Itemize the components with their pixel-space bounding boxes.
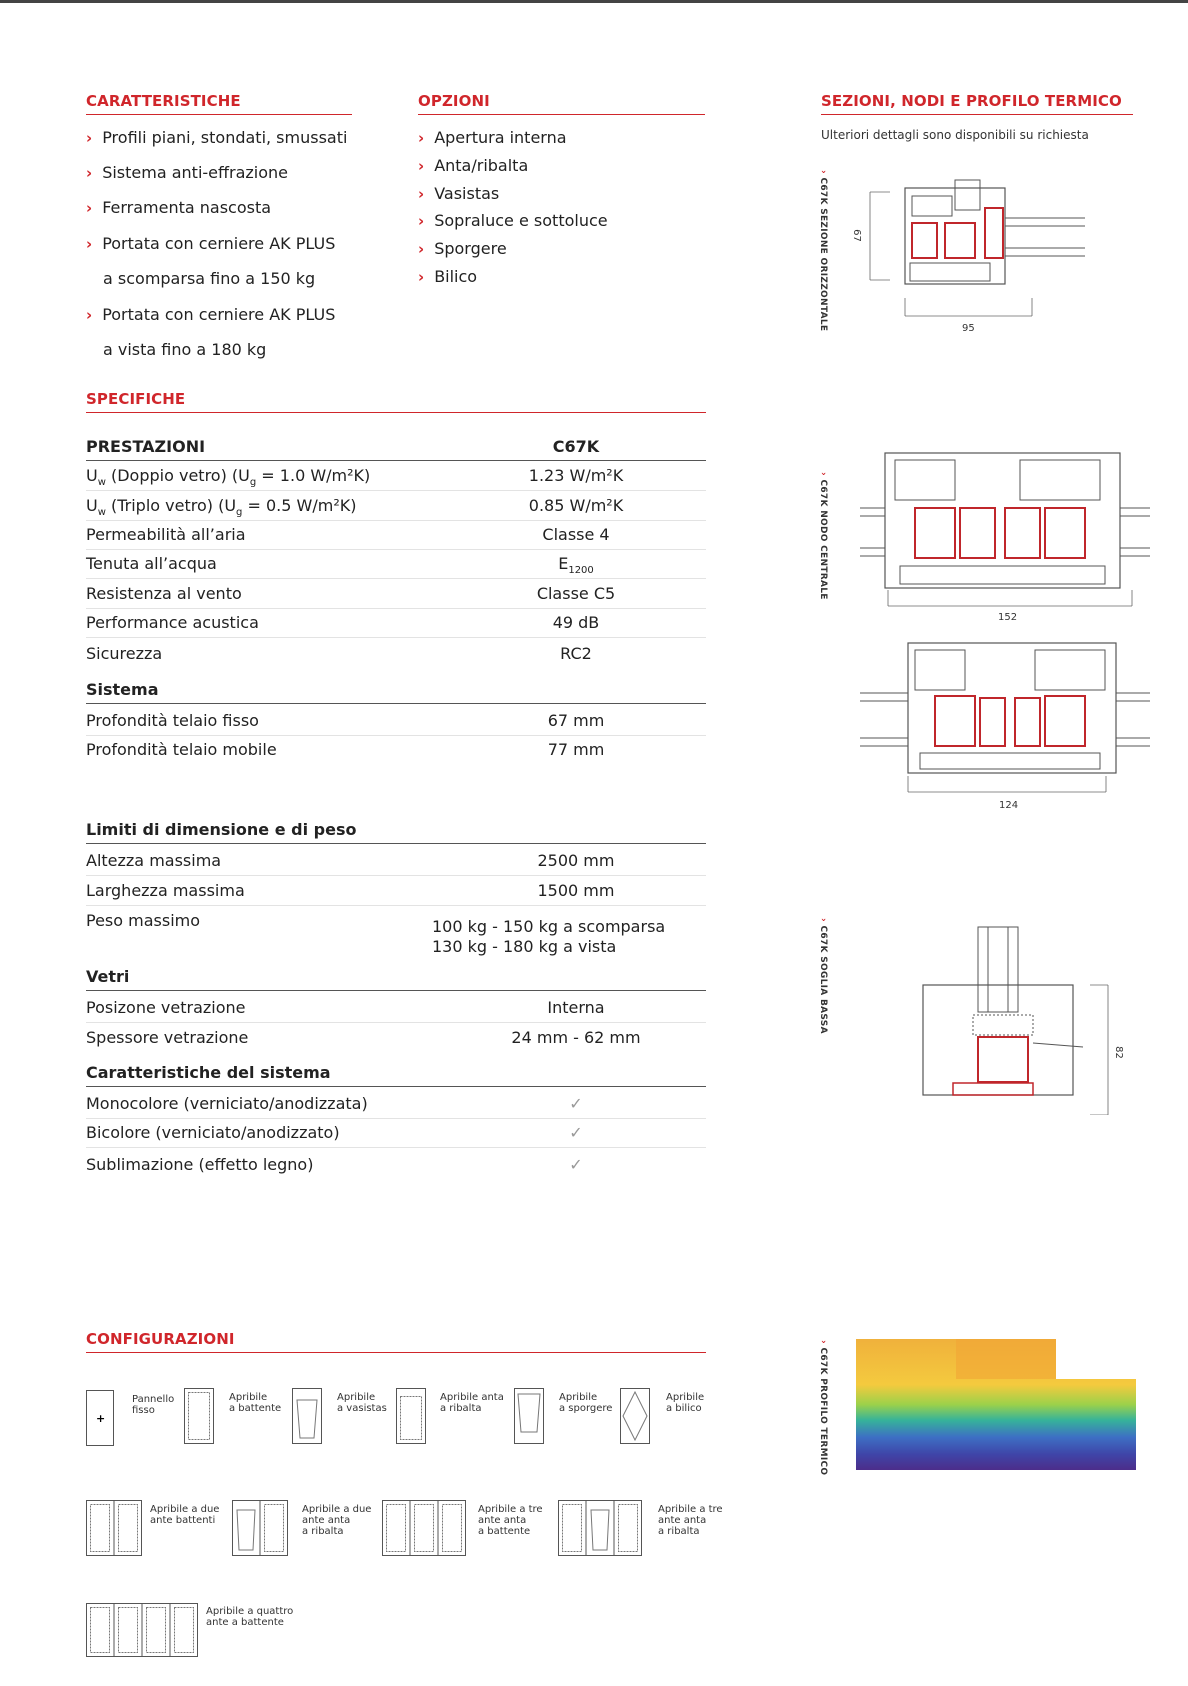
caratteristiche-rule — [86, 114, 352, 115]
casement-icon — [184, 1388, 214, 1444]
row-label: Bicolore (verniciato/anodizzato) — [86, 1123, 340, 1142]
opzioni-rule — [418, 114, 705, 115]
specifiche-rule — [86, 412, 706, 413]
list-item: › Profili piani, stondati, smussati — [86, 128, 348, 147]
chevron-right-icon: › — [418, 157, 425, 175]
chevron-right-icon: › — [418, 129, 425, 147]
table-row — [86, 1118, 706, 1148]
pivot-icon — [620, 1388, 650, 1444]
row-value: 49 dB — [552, 613, 600, 632]
row-label: Sicurezza — [86, 644, 163, 663]
row-value: 24 mm - 62 mm — [511, 1028, 641, 1047]
row-value: Interna — [547, 998, 605, 1017]
quad-casement-icon — [86, 1603, 198, 1657]
row-label: Sublimazione (effetto legno) — [86, 1155, 314, 1174]
checkmark-icon: ✓ — [569, 1094, 583, 1113]
chevron-right-icon: › — [418, 240, 425, 258]
row-value: RC2 — [560, 644, 592, 663]
row-label: Profondità telaio fisso — [86, 711, 259, 730]
chevron-right-icon: › — [418, 212, 425, 230]
list-item: › Sporgere — [418, 239, 507, 258]
dim-label: 95 — [962, 323, 975, 334]
section-horizontal-drawing — [850, 168, 1090, 338]
table-row — [86, 549, 706, 579]
section-label: › C67K SEZIONE ORIZZONTALE — [818, 170, 828, 332]
row-value: 2500 mm — [537, 851, 615, 870]
section-label: › C67K NODO CENTRALE — [818, 472, 828, 600]
caratteristiche-sistema-header: Caratteristiche del sistema — [86, 1058, 706, 1087]
row-label: $U_w$ (Triplo vetro) ($U_g = 0.5$ W/m²K) — [86, 496, 357, 518]
dim-label: 124 — [999, 800, 1019, 811]
double-tilt-turn-icon — [232, 1500, 288, 1556]
double-casement-icon — [86, 1500, 142, 1556]
section-nodo-centrale-drawing — [860, 448, 1160, 618]
row-label: Altezza massima — [86, 851, 222, 870]
list-item: › Portata con cerniere AK PLUS — [86, 305, 336, 324]
list-item-continuation: a scomparsa fino a 150 kg — [103, 269, 316, 288]
triple-casement-icon — [382, 1500, 466, 1556]
table-row — [86, 579, 706, 609]
table-header — [86, 432, 706, 461]
row-label: Monocolore (verniciato/anodizzata) — [86, 1094, 368, 1113]
section-label: › C67K PROFILO TERMICO — [818, 1340, 828, 1476]
section-soglia-bassa-drawing — [918, 925, 1118, 1115]
configurazioni-title: CONFIGURAZIONI — [86, 1330, 235, 1348]
chevron-right-icon: › — [86, 199, 93, 217]
chevron-right-icon: › — [86, 306, 93, 324]
table-row — [86, 520, 706, 550]
table-row — [86, 1150, 706, 1179]
list-item: › Portata con cerniere AK PLUS — [86, 234, 336, 253]
header-value: C67K — [552, 437, 600, 456]
sezioni-rule — [821, 114, 1133, 115]
chevron-right-icon: › — [86, 235, 93, 253]
sezioni-note: Ulteriori dettagli sono disponibili su richiesta — [821, 128, 1089, 142]
row-label: Resistenza al vento — [86, 584, 242, 603]
triple-tilt-turn-icon — [558, 1500, 642, 1556]
chevron-right-icon: › — [418, 185, 425, 203]
table-row — [86, 706, 706, 736]
list-item: › Sistema anti-effrazione — [86, 163, 289, 182]
row-value: 1.23 W/m²K — [528, 466, 624, 485]
table-row — [86, 993, 706, 1023]
row-value: 0.85 W/m²K — [528, 496, 624, 515]
table-row — [86, 1089, 706, 1119]
table-row — [86, 735, 706, 764]
chevron-right-icon: › — [86, 129, 93, 147]
table-row — [86, 906, 706, 964]
row-value: Classe C5 — [536, 584, 616, 603]
table-row — [86, 846, 706, 876]
row-value: $E_{1200}$ — [558, 554, 594, 576]
opzioni-title: OPZIONI — [418, 92, 490, 110]
table-row — [86, 639, 706, 668]
caratteristiche-title: CARATTERISTICHE — [86, 92, 241, 110]
table-row — [86, 1023, 706, 1052]
list-item: › Vasistas — [418, 184, 500, 203]
list-item: › Bilico — [418, 267, 478, 286]
header-label: PRESTAZIONI — [86, 437, 206, 456]
limiti-header: Limiti di dimensione e di peso — [86, 815, 706, 844]
awning-icon — [514, 1388, 544, 1444]
row-value: Classe 4 — [542, 525, 610, 544]
section-nodo-centrale-drawing-2 — [860, 638, 1160, 798]
table-row — [86, 876, 706, 906]
chevron-icon: › — [818, 472, 828, 477]
table-row — [86, 461, 706, 491]
row-value: 77 mm — [547, 740, 605, 759]
hopper-icon — [292, 1388, 322, 1444]
fixed-panel-icon — [86, 1390, 114, 1446]
configurazioni-rule — [86, 1352, 706, 1353]
row-value: 100 kg - 150 kg a scomparsa — [432, 917, 666, 936]
row-value: 130 kg - 180 kg a vista — [432, 937, 617, 956]
dim-label: 152 — [998, 612, 1018, 623]
sistema-header: Sistema — [86, 675, 706, 704]
specifiche-title: SPECIFICHE — [86, 390, 186, 408]
thermal-profile-image — [856, 1339, 1136, 1470]
dim-label: 67 — [850, 229, 862, 242]
checkmark-icon: ✓ — [569, 1155, 583, 1174]
chevron-right-icon: › — [86, 164, 93, 182]
section-label: › C67K SOGLIA BASSA — [818, 918, 828, 1034]
row-label: Posizone vetrazione — [86, 998, 246, 1017]
row-label: Performance acustica — [86, 613, 259, 632]
chevron-icon: › — [818, 918, 828, 923]
row-label: Profondità telaio mobile — [86, 740, 277, 759]
row-label: Spessore vetrazione — [86, 1028, 249, 1047]
vetri-header: Vetri — [86, 962, 706, 991]
svg-text:+: + — [96, 1412, 106, 1425]
list-item: › Ferramenta nascosta — [86, 198, 272, 217]
chevron-icon: › — [818, 170, 828, 175]
list-item: › Anta/ribalta — [418, 156, 529, 175]
sezioni-title: SEZIONI, NODI E PROFILO TERMICO — [821, 92, 1122, 110]
chevron-icon: › — [818, 1340, 828, 1345]
table-row — [86, 491, 706, 521]
row-label: Larghezza massima — [86, 881, 245, 900]
list-item: › Apertura interna — [418, 128, 567, 147]
top-border — [0, 0, 1188, 3]
list-item-continuation: a vista fino a 180 kg — [103, 340, 267, 359]
row-label: $U_w$ (Doppio vetro) ($U_g = 1.0$ W/m²K) — [86, 466, 371, 488]
tilt-turn-icon — [396, 1388, 426, 1444]
table-row — [86, 608, 706, 638]
dim-label: 82 — [1112, 1046, 1124, 1059]
row-value: 67 mm — [547, 711, 605, 730]
chevron-right-icon: › — [418, 268, 425, 286]
row-value: 1500 mm — [537, 881, 615, 900]
checkmark-icon: ✓ — [569, 1123, 583, 1142]
list-item: › Sopraluce e sottoluce — [418, 211, 608, 230]
row-label: Permeabilità all’aria — [86, 525, 246, 544]
row-label: Peso massimo — [86, 911, 201, 930]
row-label: Tenuta all’acqua — [86, 554, 217, 573]
